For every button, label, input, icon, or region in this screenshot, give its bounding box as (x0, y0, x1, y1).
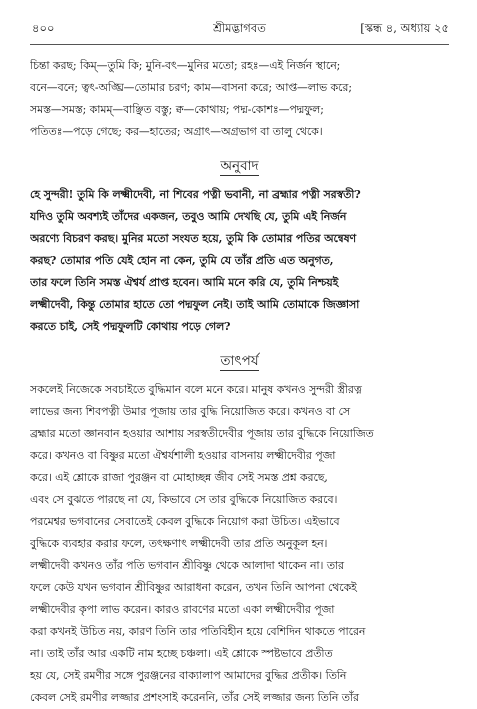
header-divider (30, 44, 449, 45)
text-line: পরমেশ্বর ভগবানের সেবাতেই কেবল বুদ্ধিকে নিয়োগ করা উচিত। এইভাবে (30, 515, 340, 528)
text-line: ব্রহ্মার মতো জ্ঞানবান হওয়ার আশায় সরস্বতীদেবীর পূজায় তার বুদ্ধিকে নিয়োজিত (30, 427, 374, 440)
page-number: ৪০০ (32, 21, 55, 35)
text-line: না। তাই তাঁর আর একটি নাম হচ্ছে চঞ্চলা। এই শ্লোকে স্পষ্টভাবে প্রতীত (30, 647, 333, 660)
text-line: লক্ষ্মীদেবীর কৃপা লাভ করেন। কারও রাবণের মতো একা লক্ষ্মীদেবীর পূজা (30, 603, 335, 616)
page-header (30, 20, 449, 44)
book-title: শ্রীমদ্ভাগবত (213, 21, 266, 35)
text-line: ফলে কেউ যখন ভগবান শ্রীবিষ্ণুর আরাধনা করেন, তখন তিনি আপনা থেকেই (30, 581, 357, 594)
text-line: করতে চাই, সেই পদ্মফুলটি কোথায় পড়ে গেল? (30, 320, 231, 333)
purport-heading: তাৎপর্য (220, 353, 259, 369)
text-line: বুদ্ধিকে ব্যবহার করার ফলে, তৎক্ষণাৎ লক্ষ্মীদেবী তার প্রতি অনুকূল হন। (30, 537, 328, 550)
purport-paragraph (30, 379, 449, 709)
text-line: বনে—বনে; ত্বৎ-অঙ্ঘ্রি—তোমার চরণ; কাম—বাসনা করে; আপ্ত—লাভ করে; (30, 81, 352, 94)
text-line: হয় যে, সেই রমণীর সঙ্গে পুরঞ্জনের বাক্যালাপ আমাদের বুদ্ধির প্রতীক। তিনি (30, 669, 347, 682)
translation-paragraph (30, 184, 449, 338)
text-line: লাভের জন্য শিবপত্নী উমার পূজায় তার বুদ্ধি নিয়োজিত করে। কখনও বা সে (30, 405, 351, 418)
text-line: সকলেই নিজেকে সবচাইতে বুদ্ধিমান বলে মনে করে। মানুষ কখনও সুন্দরী স্ত্রীরত্ন (30, 383, 362, 396)
text-line: অরণ্যে বিচরণ করছ। মুনির মতো সংযত হয়ে, তুমি কি তোমার পতির অন্বেষণ (30, 232, 357, 245)
text-line: কেবল সেই রমণীর লজ্জার প্রশংসাই করেননি, তাঁর সেই লজ্জার জন্য তিনি তাঁর (30, 691, 359, 704)
text-line: সমস্ত—সমস্ত; কামম্—বাঞ্ছিত বস্তু; ক্ব—কোথায়; পদ্ম-কোশঃ—পদ্মফুল; (30, 103, 324, 116)
text-line: লক্ষ্মীদেবী কখনও তাঁর পতি ভগবান শ্রীবিষ্ণু থেকে আলাদা থাকেন না। তার (30, 559, 344, 572)
text-line: পতিতঃ—পড়ে গেছে; কর—হাতের; অগ্রাৎ—অগ্রভাগ বা তালু থেকে। (30, 125, 323, 138)
translation-heading: অনুবাদ (220, 158, 259, 174)
text-line: করে। কখনও বা বিষ্ণুর মতো ঐশ্বর্যশালী হওয়ার বাসনায় লক্ষ্মীদেবীর পূজা (30, 449, 336, 462)
text-line: তার ফলে তিনি সমস্ত ঐশ্বর্য প্রাপ্ত হবেন। আমি মনে করি যে, তুমি নিশ্চয়ই (30, 276, 339, 289)
text-line: হে সুন্দরী! তুমি কি লক্ষ্মীদেবী, না শিবের পত্নী ভবানী, না ব্রহ্মার পত্নী সরস্বতী? (30, 188, 361, 201)
text-line: করছ? তোমার পতি যেই হোন না কেন, তুমি যে তাঁর প্রতি এত অনুগত, (30, 254, 334, 267)
text-line: এবং সে বুঝতে পারছে না যে, কিভাবে সে তার বুদ্ধিকে নিয়োজিত করবে। (30, 493, 338, 506)
text-line: করে। এই শ্লোকে রাজা পুরঞ্জন বা মোহাচ্ছন্ন জীব সেই সমস্ত প্রশ্ন করছে, (30, 471, 328, 484)
chapter-reference: [স্কন্ধ ৪, অধ্যায় ২৫ (360, 21, 449, 35)
text-line: চিন্তা করছ; কিম্—তুমি কি; মুনি-বৎ—মুনির মতো; রহঃ—এই নির্জন স্থানে; (30, 59, 341, 72)
text-line: করা কখনই উচিত নয়, কারণ তিনি তার পতিবিহীন হয়ে বেশিদিন থাকতে পারেন (30, 625, 366, 638)
text-line: লক্ষ্মীদেবী, কিন্তু তোমার হাতে তো পদ্মফুল নেই। তাই আমি তোমাকে জিজ্ঞাসা (30, 298, 360, 311)
word-for-word-section (30, 55, 449, 143)
text-line: যদিও তুমি অবশ্যই তাঁদের একজন, তবুও আমি দেখছি যে, তুমি এই নির্জন (30, 210, 347, 223)
